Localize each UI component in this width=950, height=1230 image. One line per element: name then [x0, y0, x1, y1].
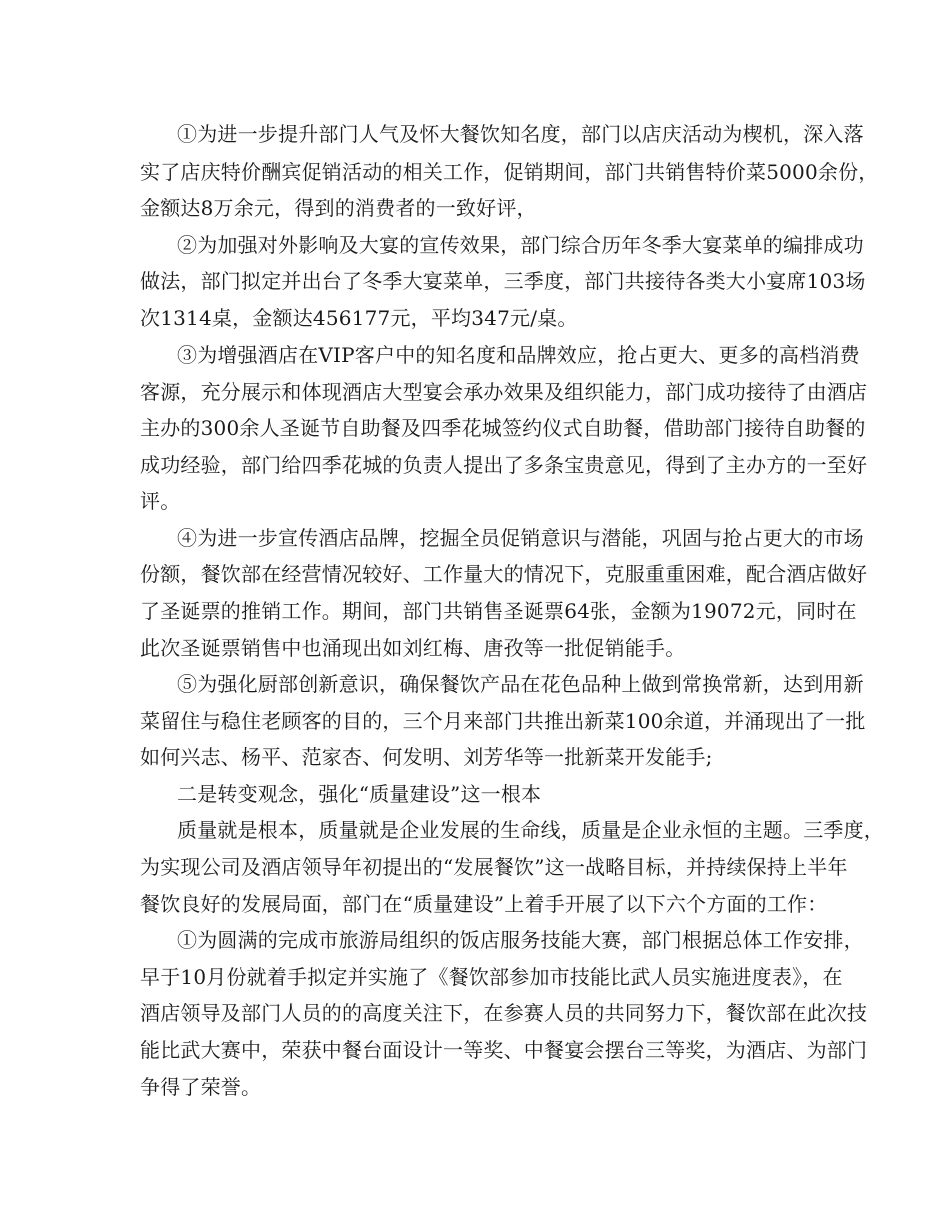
paragraph-3-line-4: 成功经验，部门给四季花城的负责人提出了多条宝贵意见，得到了主办方的一至好	[140, 453, 868, 477]
paragraph-1-line-2: 实了店庆特价酬宾促销活动的相关工作，促销期间，部门共销售特价菜5000余份，	[140, 160, 879, 184]
paragraph-4-line-2: 份额，餐饮部在经营情况较好、工作量大的情况下，克服重重困难，配合酒店做好	[140, 562, 868, 586]
paragraph-5-line-1: ⑤为强化厨部创新意识，确保餐饮产品在花色品种上做到常换常新，达到用新	[177, 672, 864, 696]
paragraph-7-line-2: 为实现公司及酒店领导年初提出的“发展餐饮”这一战略目标，并持续保持上半年	[140, 855, 848, 879]
paragraph-5-line-3: 如何兴志、杨平、范家杏、何发明、刘芳华等一批新菜开发能手;	[140, 745, 713, 769]
paragraph-3-line-5: 评。	[140, 489, 181, 513]
paragraph-4-line-4: 此次圣诞票销售中也涌现出如刘红梅、唐孜等一批促销能手。	[140, 636, 686, 660]
paragraph-8-line-4: 能比武大赛中，荣获中餐台面设计一等奖、中餐宴会摆台三等奖，为酒店、为部门	[140, 1038, 868, 1062]
section-heading: 二是转变观念，强化“质量建设”这一根本	[177, 782, 542, 806]
paragraph-2-line-3: 次1314桌，金额达456177元，平均347元/桌。	[140, 306, 578, 330]
paragraph-7-line-3: 餐饮良好的发展局面，部门在“质量建设”上着手开展了以下六个方面的工作：	[140, 892, 828, 916]
paragraph-3-line-3: 主办的300余人圣诞节自助餐及四季花城签约仪式自助餐，借助部门接待自助餐的	[140, 416, 866, 440]
paragraph-7-line-1: 质量就是根本，质量就是企业发展的生命线，质量是企业永恒的主题。三季度，	[177, 818, 884, 842]
paragraph-5-line-2: 菜留住与稳住老顾客的目的，三个月来部门共推出新菜100余道，并涌现出了一批	[140, 709, 866, 733]
paragraph-8-line-3: 酒店领导及部门人员的的高度关注下，在参赛人员的共同努力下，餐饮部在此次技	[140, 1001, 868, 1025]
paragraph-8-line-5: 争得了荣誉。	[140, 1075, 262, 1099]
paragraph-3-line-2: 客源，充分展示和体现酒店大型宴会承办效果及组织能力，部门成功接待了由酒店	[140, 380, 868, 404]
paragraph-1-line-1: ①为进一步提升部门人气及怀大餐饮知名度，部门以店庆活动为楔机，深入落	[177, 122, 864, 146]
paragraph-8-line-1: ①为圆满的完成市旅游局组织的饭店服务技能大赛，部门根据总体工作安排，	[177, 928, 864, 952]
paragraph-4-line-3: 了圣诞票的推销工作。期间，部门共销售圣诞票64张，金额为19072元，同时在	[140, 599, 857, 623]
paragraph-2-line-1: ②为加强对外影响及大宴的宣传效果，部门综合历年冬季大宴菜单的编排成功	[177, 233, 864, 257]
paragraph-2-line-2: 做法，部门拟定并出台了冬季大宴菜单，三季度，部门共接待各类大小宴席103场	[140, 269, 866, 293]
paragraph-8-line-2: 早于10月份就着手拟定并实施了《餐饮部参加市技能比武人员实施进度表》，在	[140, 965, 843, 989]
paragraph-4-line-1: ④为进一步宣传酒店品牌，挖掘全员促销意识与潜能，巩固与抢占更大的市场	[177, 526, 864, 550]
paragraph-1-line-3: 金额达8万余元，得到的消费者的一致好评，	[140, 196, 537, 220]
paragraph-3-line-1: ③为增强酒店在VIP客户中的知名度和品牌效应，抢占更大、更多的高档消费	[177, 343, 860, 367]
